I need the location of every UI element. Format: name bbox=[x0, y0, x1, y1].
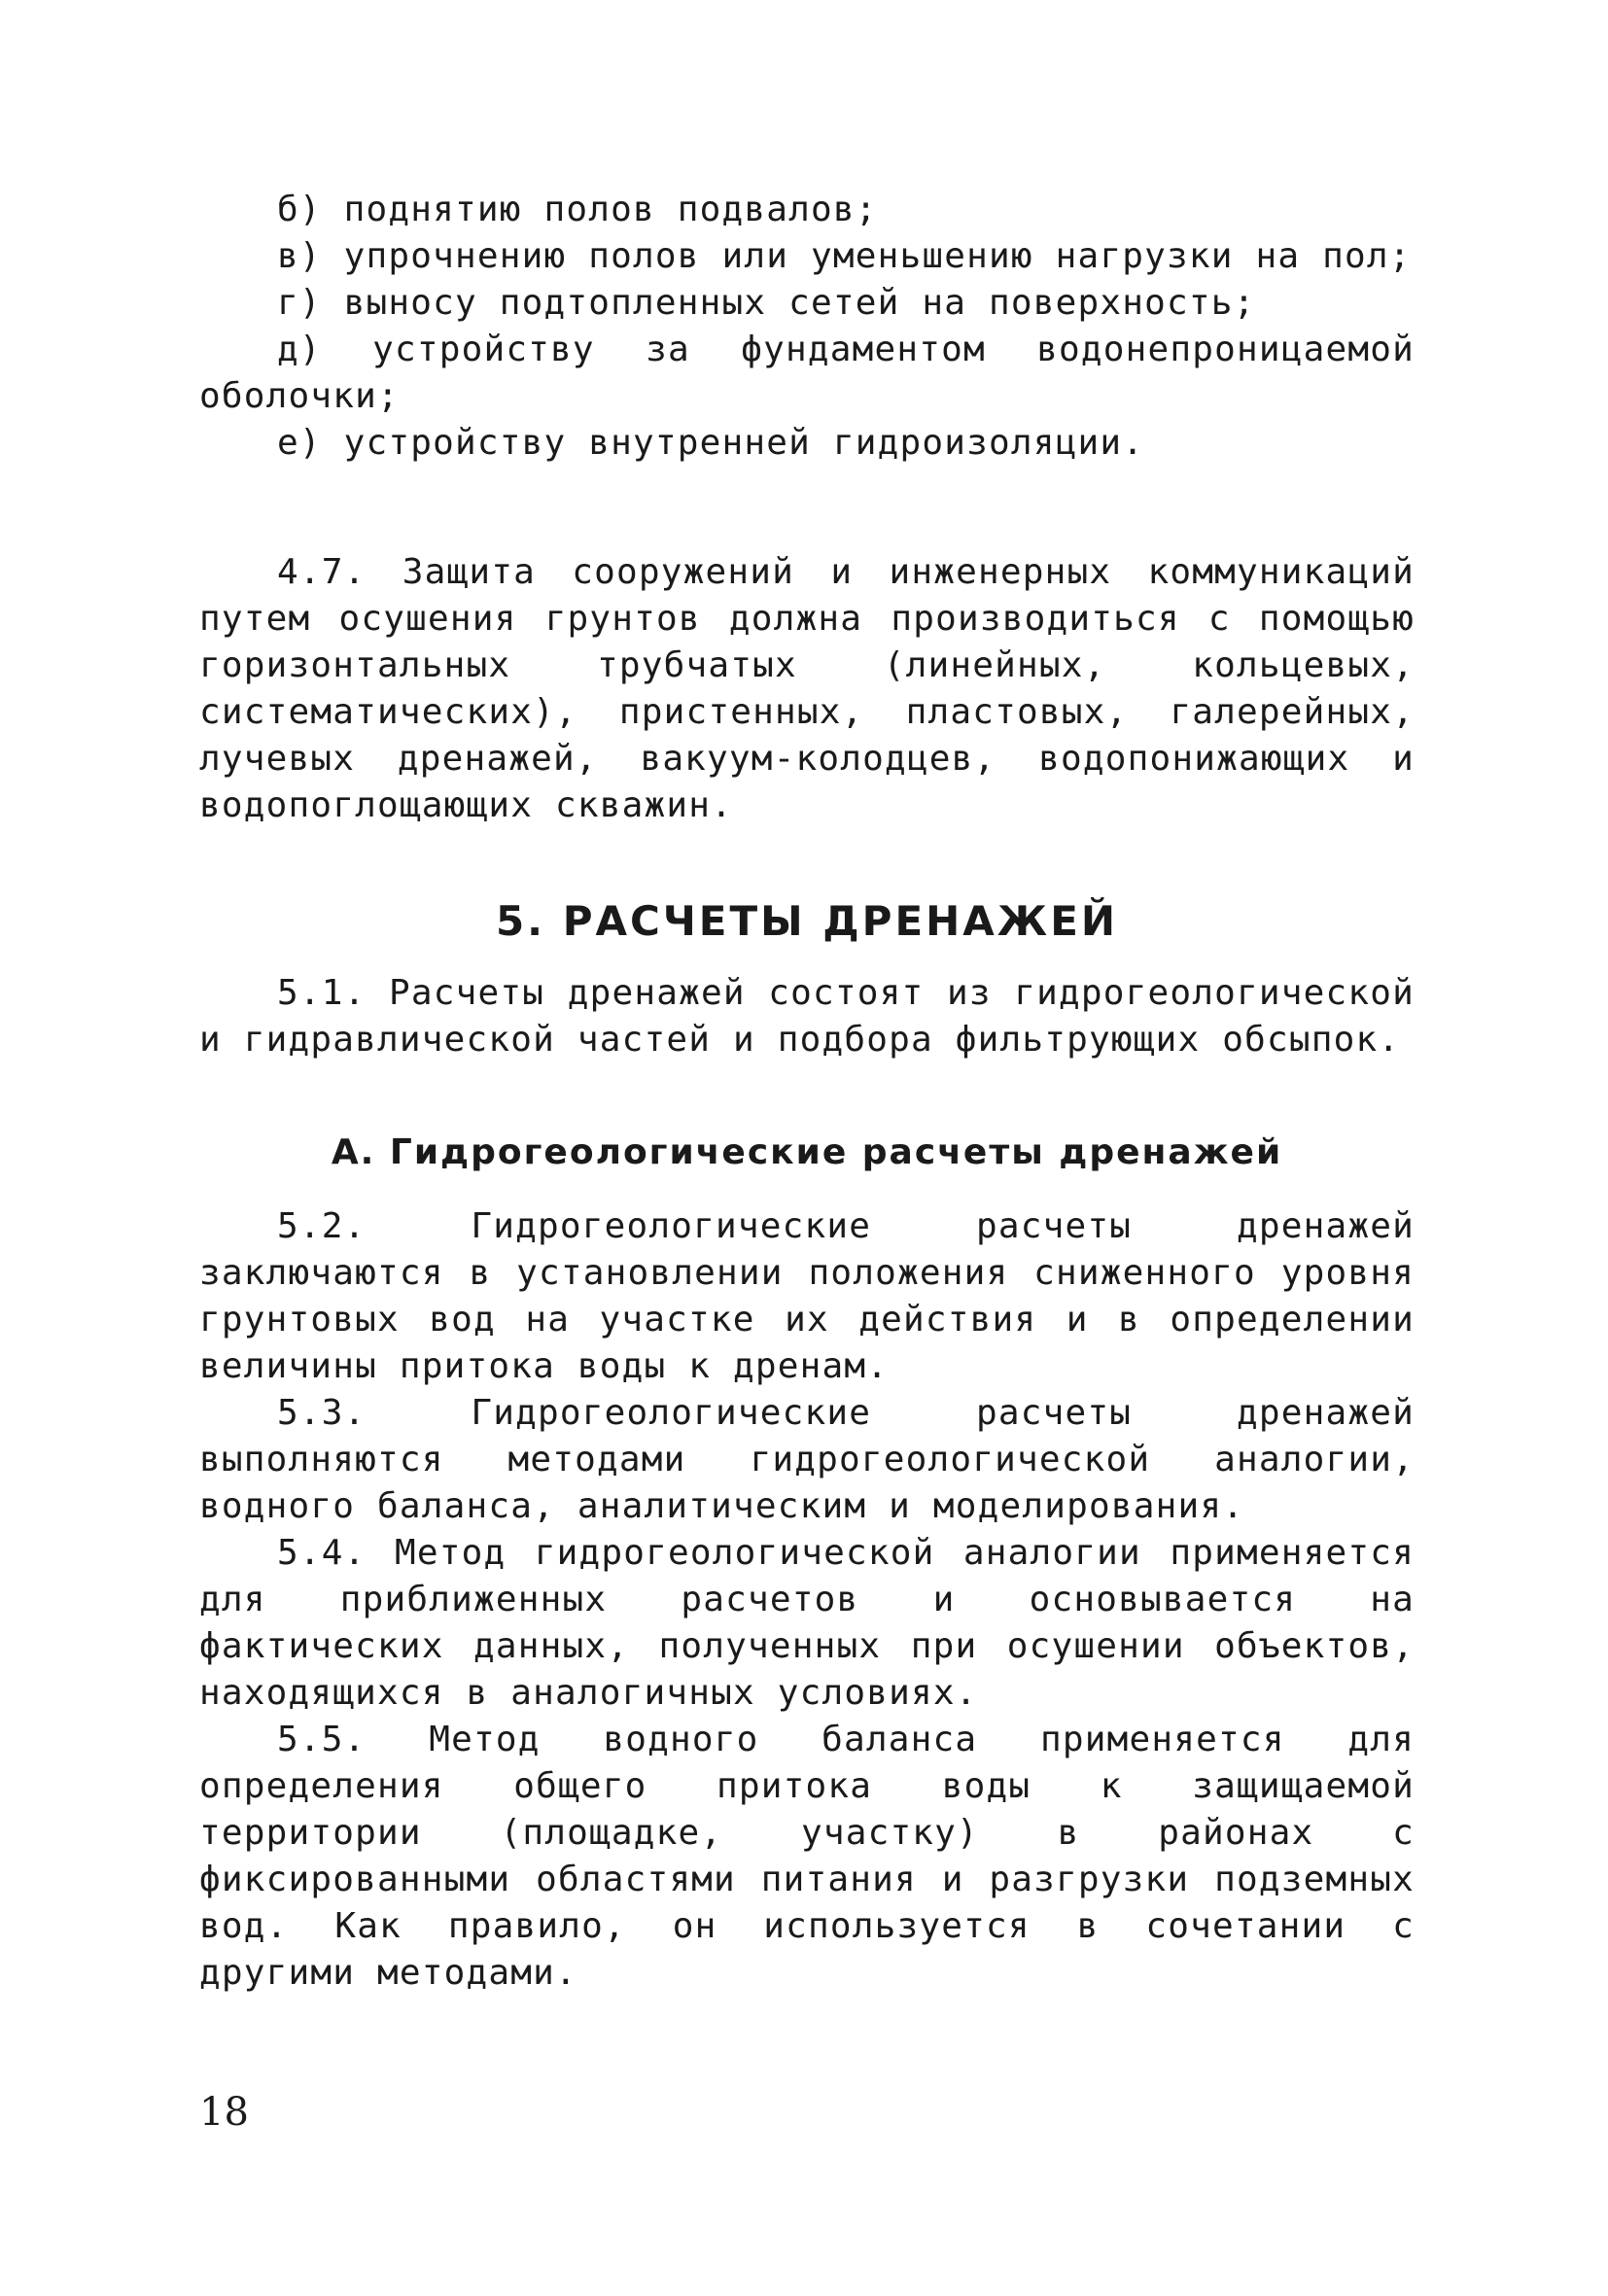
list-block bbox=[199, 187, 1415, 467]
section-5-paragraphs bbox=[199, 1203, 1415, 1997]
subsection-title: А. Гидрогеологические расчеты дренажей bbox=[331, 1132, 1283, 1172]
paragraph-5-5: 5.5. Метод водного баланса применяется для определения общего притока воды к защищаемой территории (площадке, участку) в районах с фиксированными областями питания и разгрузки подземных вод. Как правило, он используется в сочетании с другими методами. bbox=[199, 1720, 1415, 1993]
page-number: 18 bbox=[199, 2090, 249, 2135]
section-title: 5. РАСЧЕТЫ ДРЕНАЖЕЙ bbox=[495, 897, 1119, 945]
list-item-d: д) устройству за фундаментом водонепроницаемой оболочки; bbox=[199, 330, 1415, 416]
list-item-b: б) поднятию полов подвалов; bbox=[277, 190, 878, 229]
list-item-v: в) упрочнению полов или уменьшению нагрузки на пол; bbox=[277, 236, 1412, 276]
list-item-g: г) выносу подтопленных сетей на поверхность; bbox=[277, 283, 1256, 323]
paragraph-4-7: 4.7. Защита сооружений и инженерных коммуникаций путем осушения грунтов должна производиться с помощью горизонтальных трубчатых (линейных, кольцевых, систематических), пристенных, пластовых, галерейных, лучевых дренажей, вакуум-колодцев, водопонижающих и водопоглощающих скважин. bbox=[199, 552, 1415, 825]
paragraph-5-1: 5.1. Расчеты дренажей состоят из гидрогеологической и гидравлической частей и подбора фильтрующих обсыпок. bbox=[199, 973, 1415, 1060]
paragraph-5-3: 5.3. Гидрогеологические расчеты дренажей выполняются методами гидрогеологической аналогии, водного баланса, аналитическим и моделирования. bbox=[199, 1393, 1415, 1526]
paragraph-5-4: 5.4. Метод гидрогеологической аналогии применяется для приближенных расчетов и основывается на фактических данных, полученных при осушении объектов, находящихся в аналогичных условиях. bbox=[199, 1533, 1415, 1713]
list-item-e: е) устройству внутренней гидроизоляции. bbox=[277, 423, 1145, 463]
paragraph-5-2: 5.2. Гидрогеологические расчеты дренажей заключаются в установлении положения сниженного уровня грунтовых вод на участке их действия и в определении величины притока воды к дренам. bbox=[199, 1206, 1415, 1386]
paragraph-4-7-block bbox=[199, 549, 1415, 829]
paragraph-5-1-block bbox=[199, 970, 1415, 1063]
